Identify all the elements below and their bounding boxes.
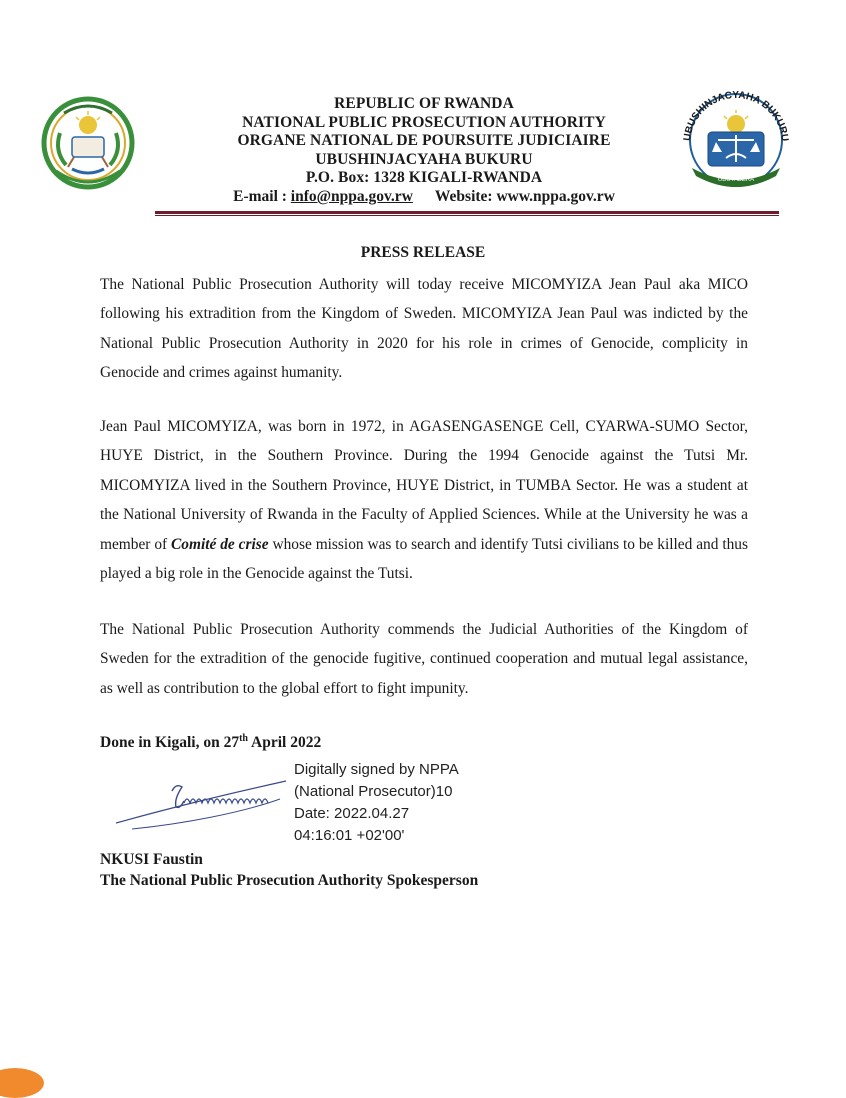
header-divider — [155, 211, 779, 214]
signatory-name: NKUSI Faustin — [100, 851, 203, 868]
paragraph-background-part1: Jean Paul MICOMYIZA, was born in 1972, in AGASENGASENGE Cell, CYARWA-SUMO Sector, HUYE District, in the Southern Province. During the 1994 Genocide against the Tutsi Mr. MICOMYIZA lived in the Southern Province, HUYE District, in TUMBA Sector. He was a student at the National University of Rwanda in the Faculty of Applied Sciences. While at the University he was a member of — [100, 418, 748, 553]
digital-signature-block — [294, 759, 554, 847]
email-label: E-mail : — [233, 187, 291, 205]
paragraph-background — [100, 412, 748, 588]
header-country: REPUBLIC OF RWANDA — [334, 95, 514, 112]
header-contact — [150, 188, 698, 207]
header-divider-thin — [155, 215, 779, 216]
letterhead — [150, 95, 698, 207]
digital-signature-signer: Digitally signed by NPPA — [294, 761, 459, 778]
website-text: Website: www.nppa.gov.rw — [434, 187, 615, 205]
digital-signature-date: Date: 2022.04.27 — [294, 805, 410, 822]
header-po-box: P.O. Box: 1328 KIGALI-RWANDA — [305, 169, 543, 187]
nppa-seal-icon — [676, 80, 796, 198]
header-authority-en: NATIONAL PUBLIC PROSECUTION AUTHORITY — [242, 113, 606, 131]
committee-name: Comité de crise — [171, 535, 269, 553]
corner-badge-icon — [0, 1068, 44, 1098]
email-link[interactable]: info@nppa.gov.rw — [290, 187, 413, 205]
seal-ring-text: UBUSHINJACYAHA BUKURU — [682, 89, 791, 142]
paragraph-announcement: The National Public Prosecution Authority will today receive MICOMYIZA Jean Paul aka MICO following his extradition from the Kingdom of Sweden. MICOMYIZA Jean Paul was indicted by the National Public Prosecution Authority in 2020 for his role in crimes of Genocide, complicity in Genocide and crimes against humanity. — [100, 276, 748, 382]
digital-signature-time: 04:16:01 +02'00' — [294, 827, 405, 844]
header-authority-fr: ORGANE NATIONAL DE POURSUITE JUDICIAIRE — [237, 132, 611, 150]
paragraph-background-part2: whose mission was to search and identify Tutsi civilians to be killed and thus played a big role in the Genocide against the Tutsi. — [100, 535, 748, 583]
signatory-title: The National Public Prosecution Authority Spokesperson — [100, 872, 479, 889]
document-title: PRESS RELEASE — [360, 244, 486, 261]
seal-banner-text: UBUTABERA — [717, 177, 755, 183]
digital-signature-role: (National Prosecutor)10 — [294, 783, 453, 800]
signatory — [100, 849, 478, 891]
handwritten-signature — [112, 773, 292, 831]
paragraph-commendation: The National Public Prosecution Authority commends the Judicial Authorities of the Kingdom of Sweden for the extradition of the genocide fugitive, continued cooperation and mutual legal assistance, as well as contribution to the global effort to fight impunity. — [100, 621, 748, 697]
header-authority-rw: UBUSHINJACYAHA BUKURU — [315, 150, 533, 168]
rwanda-coat-of-arms-icon — [34, 93, 142, 195]
done-in-kigali: Done in Kigali, on 27th April 2022 — [100, 733, 322, 752]
